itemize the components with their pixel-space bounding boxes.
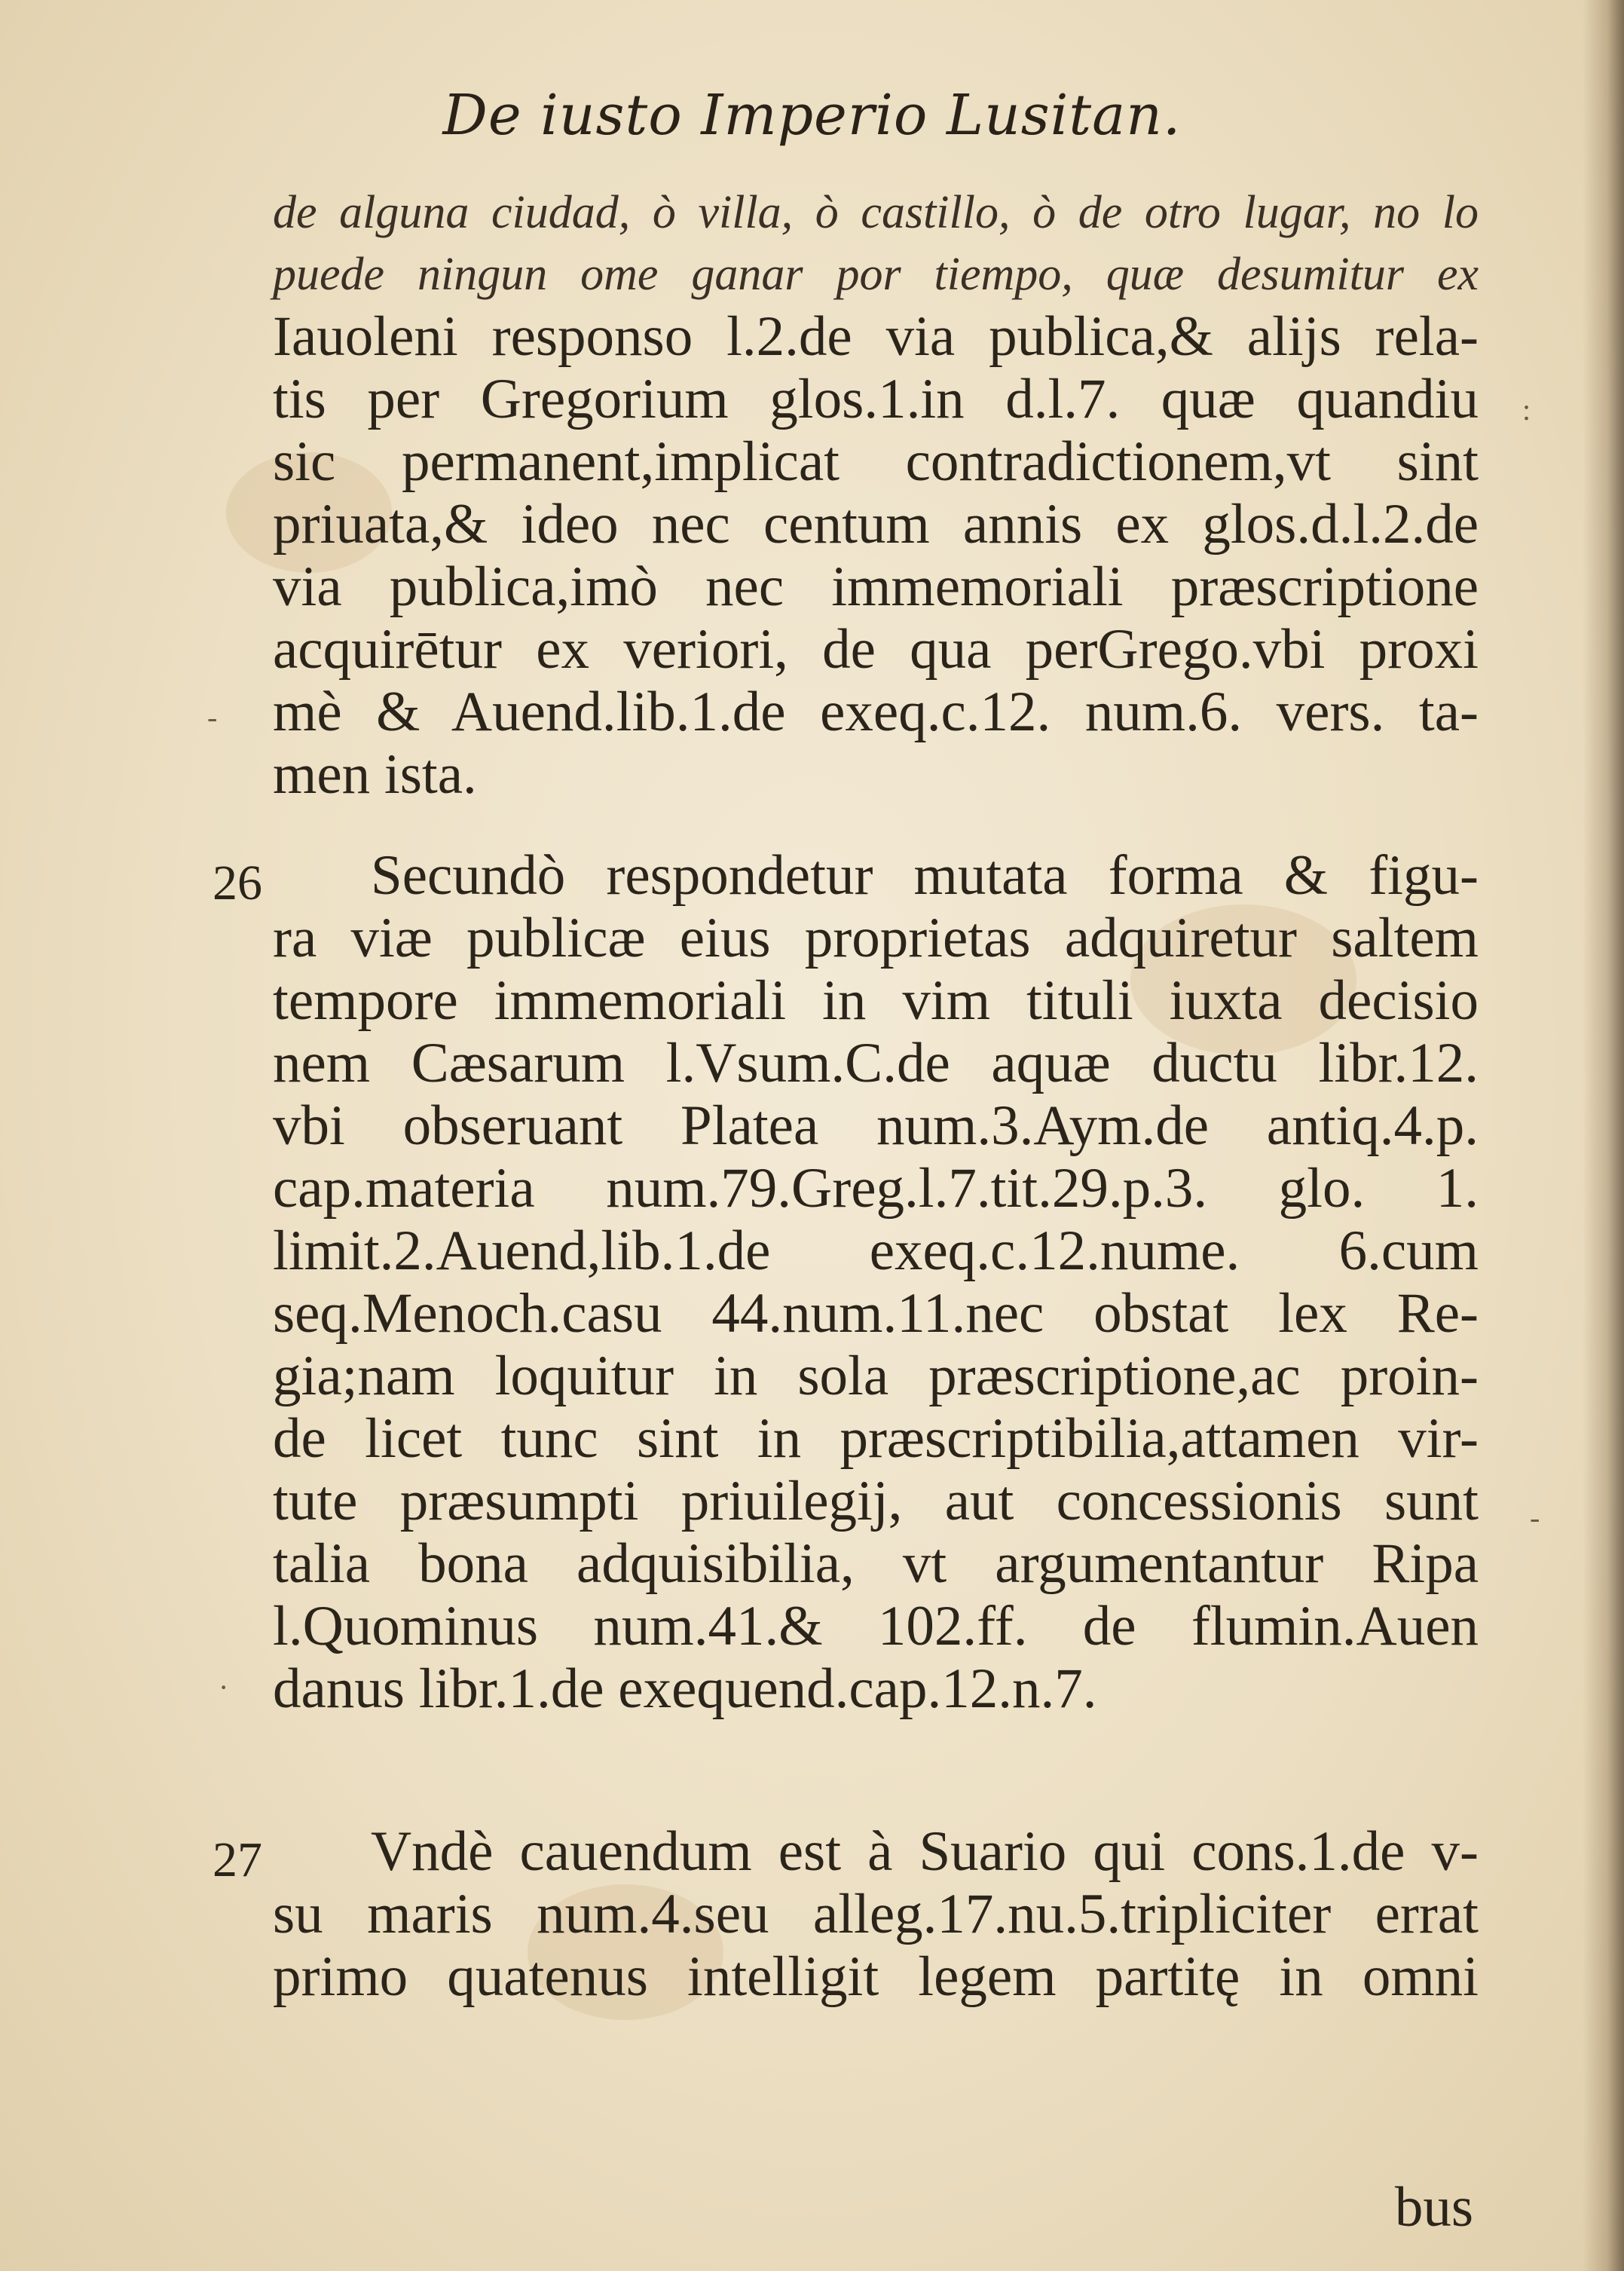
text-line-22: talia bona adquisibilia, vt argumentantur Ripa bbox=[273, 1532, 1479, 1595]
text-line-19: gia;nam loquitur in sola præscriptione,ac proin- bbox=[273, 1345, 1479, 1407]
gutter-shadow bbox=[1583, 0, 1624, 2271]
text-line-17: limit.2.Auend,lib.1.de exeq.c.12.nume. 6.cum bbox=[273, 1220, 1479, 1282]
text-line-14: nem Cæsarum l.Vsum.C.de aquæ ductu libr.12. bbox=[273, 1032, 1479, 1094]
text-line-4: tis per Gregorium glos.1.in d.l.7. quæ quandiu bbox=[273, 368, 1479, 430]
margin-number-26: 26 bbox=[213, 855, 262, 911]
text-line-12: ra viæ publicæ eius proprietas adquiretur saltem bbox=[273, 907, 1479, 969]
text-line-7: via publica,imò nec immemoriali præscriptione bbox=[273, 556, 1479, 618]
text-line-26: su maris num.4.seu alleg.17.nu.5.tripliciter errat bbox=[273, 1883, 1479, 1945]
margin-mark: - bbox=[1530, 1501, 1540, 1535]
text-line-6: priuata,& ideo nec centum annis ex glos.d.l.2.de bbox=[273, 493, 1479, 556]
text-line-25: Vndè cauendum est à Suario qui cons.1.de v- bbox=[371, 1820, 1479, 1883]
text-line-20: de licet tunc sint in præscriptibilia,attamen vir- bbox=[273, 1407, 1479, 1470]
text-line-18: seq.Menoch.casu 44.num.11.nec obstat lex Re- bbox=[273, 1282, 1479, 1345]
text-line-11: Secundò respondetur mutata forma & figu- bbox=[371, 844, 1479, 907]
text-line-21: tute præsumpti priuilegij, aut concessionis sunt bbox=[273, 1470, 1479, 1532]
margin-mark: - bbox=[207, 700, 218, 734]
text-line-27: primo quatenus intelligit legem partitę in omni bbox=[273, 1945, 1479, 2008]
text-line-23: l.Quominus num.41.& 102.ff. de flumin.Auen bbox=[273, 1595, 1479, 1657]
margin-number-27: 27 bbox=[213, 1832, 262, 1887]
margin-mark: · bbox=[219, 1670, 229, 1704]
text-line-10: men ista. bbox=[273, 743, 477, 806]
margin-mark: : bbox=[1522, 393, 1531, 427]
text-line-13: tempore immemoriali in vim tituli iuxta decisio bbox=[273, 969, 1479, 1032]
text-line-8: acquirētur ex veriori, de qua perGrego.vbi proxi bbox=[273, 618, 1479, 681]
catchword: bus bbox=[1394, 2176, 1473, 2239]
text-line-3: Iauoleni responso l.2.de via publica,& alijs rela- bbox=[273, 305, 1479, 368]
text-line-9: mè & Auend.lib.1.de exeq.c.12. num.6. vers. ta- bbox=[273, 681, 1479, 743]
text-line-5: sic permanent,implicat contradictionem,vt sint bbox=[273, 430, 1479, 493]
text-line-2: puede ningun ome ganar por tiempo, quæ desumitur ex bbox=[273, 249, 1479, 300]
running-head: De iusto Imperio Lusitan. bbox=[442, 83, 1182, 148]
text-line-24: danus libr.1.de exequend.cap.12.n.7. bbox=[273, 1657, 1097, 1720]
text-line-16: cap.materia num.79.Greg.l.7.tit.29.p.3. glo. 1. bbox=[273, 1157, 1479, 1220]
text-line-15: vbi obseruant Platea num.3.Aym.de antiq.4.p. bbox=[273, 1094, 1479, 1157]
text-line-1: de alguna ciudad, ò villa, ò castillo, ò de otro lugar, no lo bbox=[273, 187, 1479, 238]
